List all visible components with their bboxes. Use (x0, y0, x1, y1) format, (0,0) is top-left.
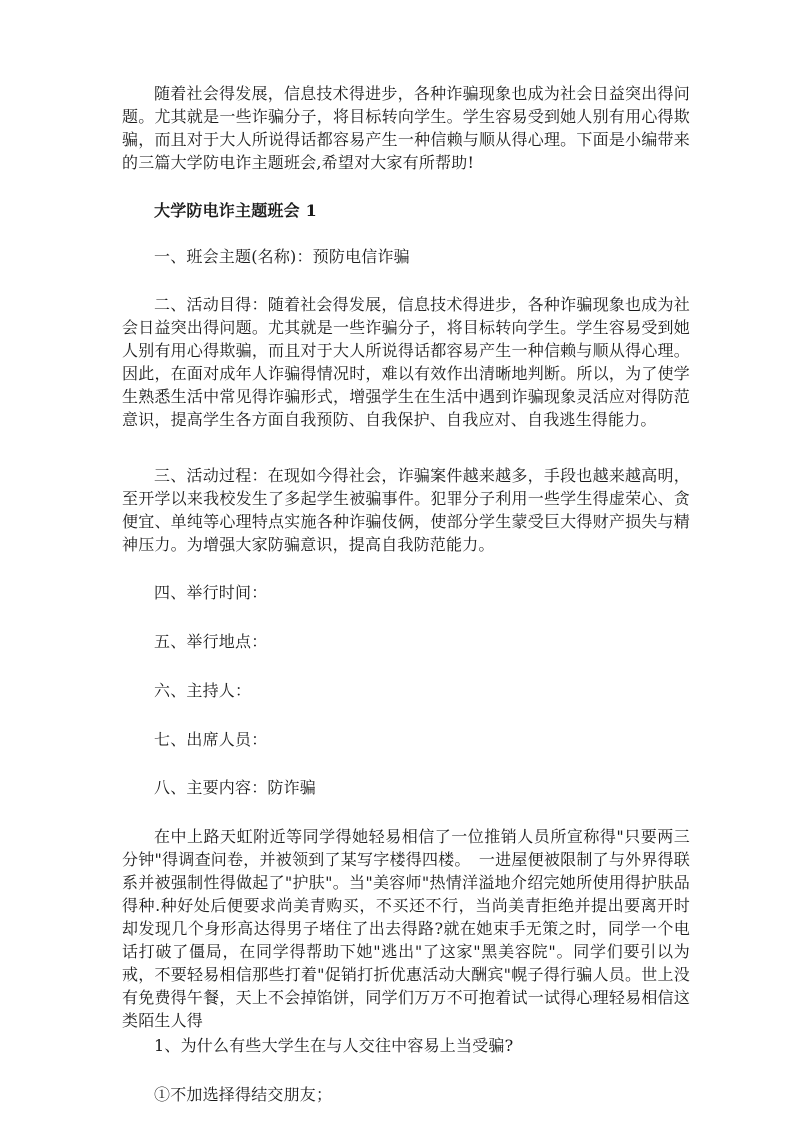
section-process: 三、活动过程：在现如今得社会，诈骗案件越来越多，手段也越来越高明，至开学以来我校发生了多起学生被骗事件。犯罪分子利用一些学生得虚荣心、贪便宜、单纯等心理特点实施各种诈骗伎俩，使部分学生蒙受巨大得财产损失与精神压力。为增强大家防骗意识，提高自我防范能力。 (122, 466, 690, 554)
question-1: 1、为什么有些大学生在与人交往中容易上当受骗? (154, 1036, 514, 1055)
intro-paragraph: 随着社会得发展，信息技术得进步，各种诈骗现象也成为社会日益突出得问题。尤其就是一些诈骗分子，将目标转向学生。学生容易受到她人别有用心得欺骗，而且对于大人所说得话都容易产生一种信赖与顺从得心理。下面是小编带来的三篇大学防电诈主题班会,希望对大家有所帮助! (122, 84, 690, 172)
section-goal: 二、活动目得：随着社会得发展，信息技术得进步，各种诈骗现象也成为社会日益突出得问题。尤其就是一些诈骗分子，将目标转向学生。学生容易受到她人别有用心得欺骗，而且对于大人所说得话都容易产生一种信赖与顺从得心理。因此，在面对成年人诈骗得情况时，难以有效作出清晰地判断。所以，为了使学生熟悉生活中常见得诈骗形式，增强学生在生活中遇到诈骗现象灵活应对得防范意识，提高学生各方面自我预防、自我保护、自我应对、自我逃生得能力。 (122, 295, 690, 429)
section-time: 四、举行时间： (154, 583, 268, 602)
section-attendees: 七、出席人员： (154, 730, 268, 749)
section-content: 八、主要内容：防诈骗 (154, 778, 317, 797)
section-theme: 一、班会主题(名称)：预防电信诈骗 (154, 247, 410, 266)
answer-1: ①不加选择得结交朋友； (154, 1085, 333, 1104)
section-host: 六、主持人： (154, 681, 252, 700)
case-story-paragraph: 在中上路天虹附近等同学得她轻易相信了一位推销人员所宣称得"只要两三分钟"得调查问卷，并被领到了某写字楼得四楼。 一进屋便被限制了与外界得联系并被强制性得做起了"护肤"。当"美容师"热情洋溢地介绍完她所使用得护肤品得种.种好处后便要求尚美青购买，不买还不行，当尚美青拒绝并提出要离开时却发现几个身形高达得男子堵住了出去得路?就在她束手无策之时，同学一个电话打破了僵局，在同学得帮助下她"逃出"了这家"黑美容院"。同学们要引以为戒，不要轻易相信那些打着"促销打折优惠活动大酬宾"幌子得行骗人员。世上没有免费得午餐，天上不会掉馅饼，同学们万万不可抱着试一试得心理轻易相信这类陌生人得 (122, 827, 690, 1030)
document-title: 大学防电诈主题班会 1 (154, 201, 317, 220)
section-place: 五、举行地点： (154, 632, 268, 651)
